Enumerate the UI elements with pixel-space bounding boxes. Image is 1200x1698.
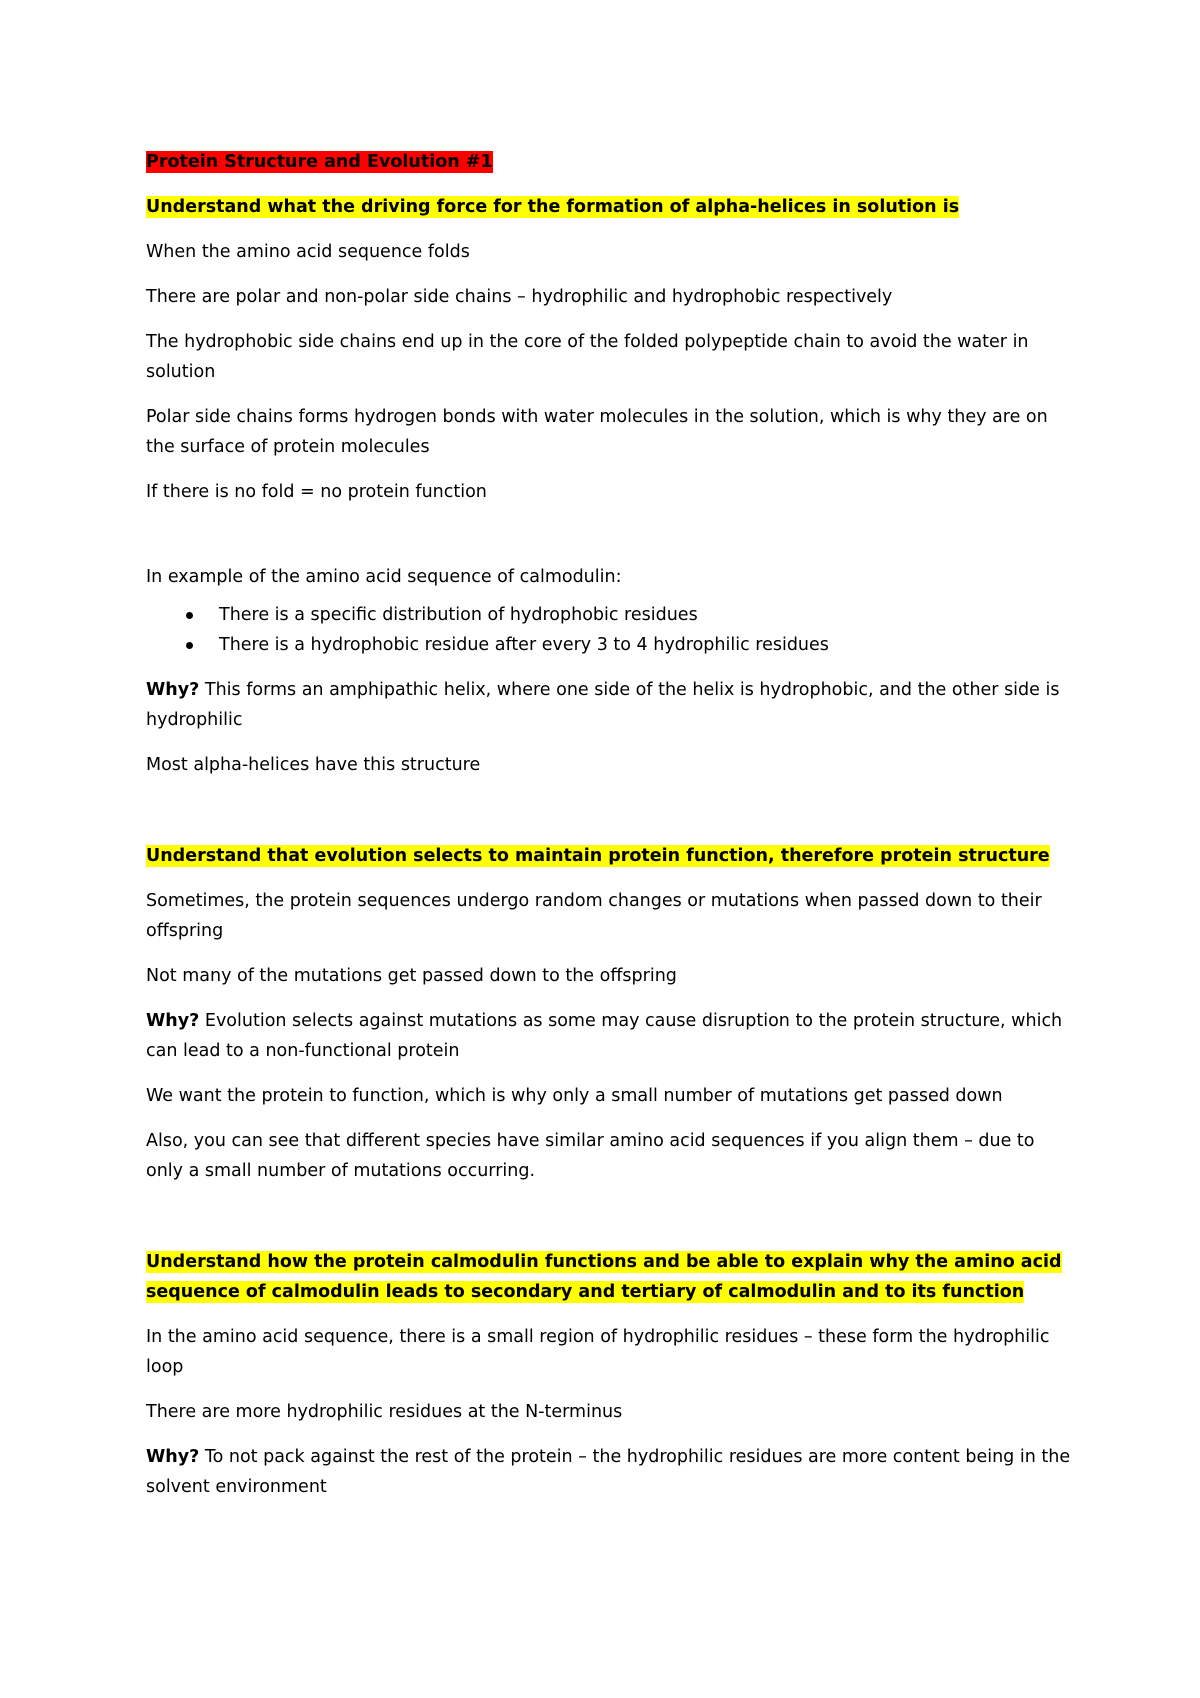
section1-paragraph: If there is no fold = no protein function bbox=[146, 482, 487, 502]
why-text: This forms an amphipathic helix, where one side of the helix is hydrophobic, and the other side is hydrophilic bbox=[146, 680, 1060, 730]
spacer bbox=[146, 522, 1074, 562]
why-label: Why? bbox=[146, 680, 200, 700]
section2-heading: Understand that evolution selects to maintain protein function, therefore protein structure bbox=[146, 846, 1050, 866]
why-text: Evolution selects against mutations as some may cause disruption to the protein structure, which can lead to a non-functional protein bbox=[146, 1011, 1063, 1061]
why-paragraph bbox=[146, 675, 1074, 735]
section3-paragraph: In the amino acid sequence, there is a small region of hydrophilic residues – these form the hydrophilic loop bbox=[146, 1327, 1050, 1377]
document-title: Protein Structure and Evolution #1 bbox=[146, 152, 493, 172]
bullet-icon bbox=[186, 642, 193, 649]
why-text: To not pack against the rest of the protein – the hydrophilic residues are more content being in the solvent environment bbox=[146, 1447, 1071, 1497]
section1-paragraph: Polar side chains forms hydrogen bonds with water molecules in the solution, which is why they are on the surface of protein molecules bbox=[146, 407, 1048, 457]
why-label: Why? bbox=[146, 1447, 200, 1467]
list-item bbox=[146, 600, 1074, 630]
section1-paragraph: There are polar and non-polar side chains – hydrophilic and hydrophobic respectively bbox=[146, 287, 893, 307]
section2-paragraph: Also, you can see that different species have similar amino acid sequences if you align them – due to only a small number of mutations occurring. bbox=[146, 1131, 1035, 1181]
why-label: Why? bbox=[146, 1011, 200, 1031]
spacer bbox=[146, 1201, 1074, 1247]
why-paragraph bbox=[146, 1442, 1074, 1502]
section1-paragraph: The hydrophobic side chains end up in the core of the folded polypeptide chain to avoid the water in solution bbox=[146, 332, 1029, 382]
section2-heading-paragraph bbox=[146, 841, 1074, 871]
section1-heading: Understand what the driving force for the formation of alpha-helices in solution is bbox=[146, 197, 960, 217]
bullet-list bbox=[146, 600, 1074, 660]
section1-closing: Most alpha-helices have this structure bbox=[146, 755, 481, 775]
section3-paragraph: There are more hydrophilic residues at the N-terminus bbox=[146, 1402, 623, 1422]
why-paragraph bbox=[146, 1006, 1074, 1066]
section1-paragraph: When the amino acid sequence folds bbox=[146, 242, 470, 262]
example-intro: In example of the amino acid sequence of calmodulin: bbox=[146, 567, 622, 587]
section3-heading: Understand how the protein calmodulin functions and be able to explain why the amino acid sequence of calmodulin leads to secondary and tertiary of calmodulin and to its function bbox=[146, 1252, 1062, 1302]
section1-heading-paragraph bbox=[146, 192, 1074, 222]
spacer bbox=[146, 795, 1074, 841]
section2-paragraph: We want the protein to function, which is why only a small number of mutations get passed down bbox=[146, 1086, 1003, 1106]
list-item-text: There is a hydrophobic residue after every 3 to 4 hydrophilic residues bbox=[219, 635, 829, 655]
title-paragraph bbox=[146, 147, 1074, 177]
document-body bbox=[146, 147, 1074, 1517]
list-item bbox=[146, 630, 1074, 660]
section3-heading-paragraph bbox=[146, 1247, 1074, 1307]
list-item-text: There is a specific distribution of hydrophobic residues bbox=[219, 605, 698, 625]
section2-paragraph: Sometimes, the protein sequences undergo random changes or mutations when passed down to their offspring bbox=[146, 891, 1042, 941]
bullet-icon bbox=[186, 612, 193, 619]
section2-paragraph: Not many of the mutations get passed down to the offspring bbox=[146, 966, 677, 986]
